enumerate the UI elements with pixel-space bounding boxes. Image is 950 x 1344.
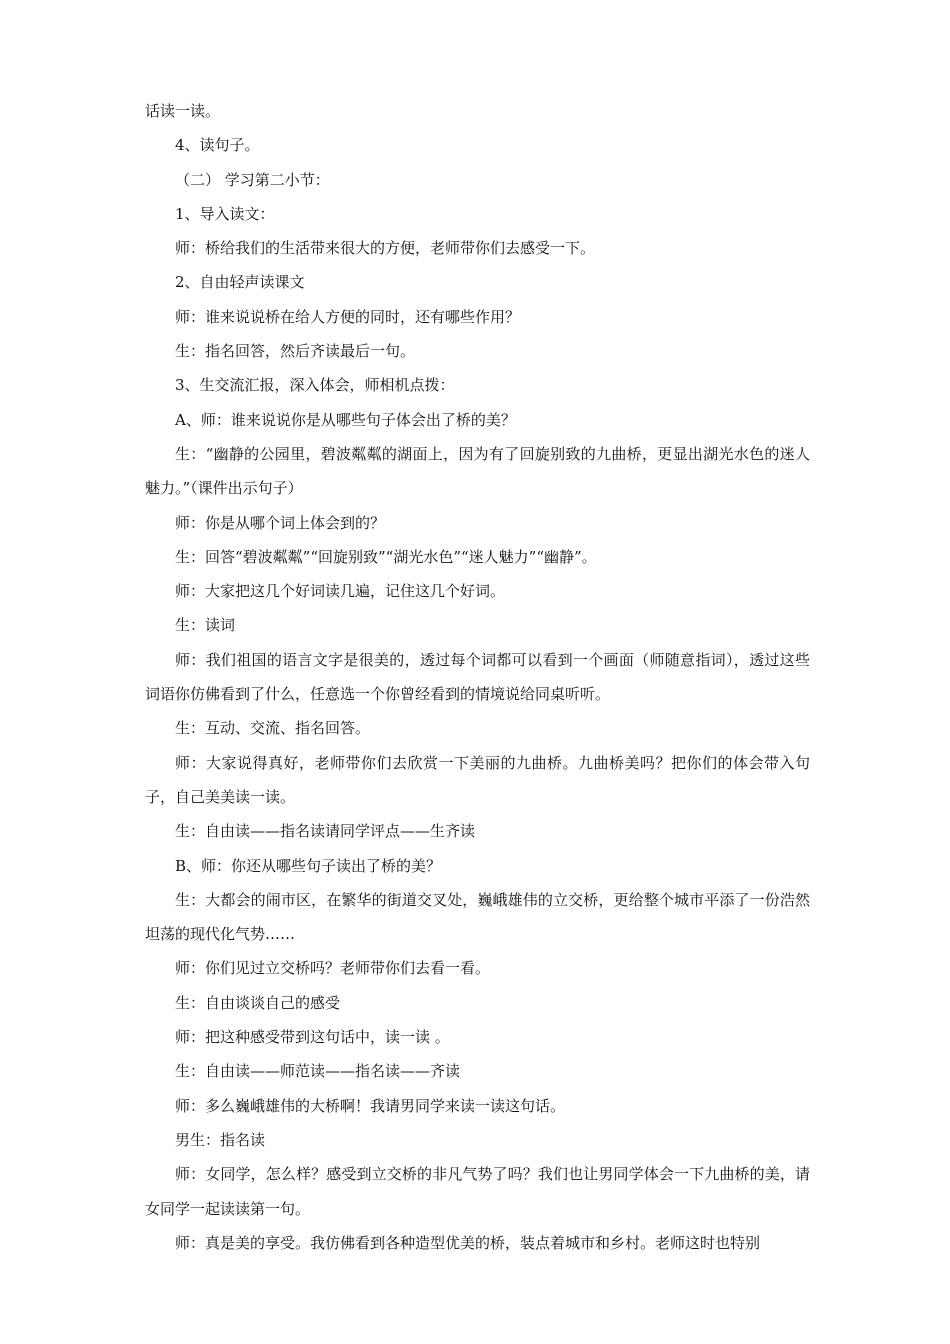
document-body [145,94,810,1260]
paragraph: 师：女同学，怎么样？感受到立交桥的非凡气势了吗？我们也让男同学体会一下九曲桥的美，请女同学一起读读第一句。 [145,1165,810,1218]
paragraph: 生：自由谈谈自己的感受 [175,993,341,1012]
paragraph: A、师：谁来说说你是从哪些句子体会出了桥的美？ [175,410,516,429]
paragraph: 师：大家把这几个好词读几遍，记住这几个好词。 [175,582,506,601]
paragraph: 师：真是美的享受。我仿佛看到各种造型优美的桥，装点着城市和乡村。老师这时也特别 [175,1233,761,1252]
paragraph: 师：谁来说说桥在给人方便的同时，还有哪些作用？ [175,307,521,326]
paragraph: 2、自由轻声读课文 [175,273,305,292]
paragraph: 师：多么巍峨雄伟的大桥啊！我请男同学来读一读这句话。 [175,1096,566,1115]
section-heading: （二） 学习第二小节： [175,170,330,189]
paragraph: 生：读词 [175,616,236,635]
paragraph: 生：自由读——师范读——指名读——齐读 [175,1062,461,1081]
paragraph: 话读一读。 [145,102,221,120]
paragraph: 师：你是从哪个词上体会到的？ [175,513,386,532]
paragraph: 生：“幽静的公园里，碧波粼粼的湖面上，因为有了回旋别致的九曲桥，更显出湖光水色的迷人魅力。”（课件出示句子） [145,444,810,498]
paragraph: 师：桥给我们的生活带来很大的方便，老师带你们去感受一下。 [175,239,596,258]
paragraph: 师：大家说得真好，老师带你们去欣赏一下美丽的九曲桥。九曲桥美吗？把你们的体会带入句子，自己美美读一读。 [145,753,810,806]
paragraph: 3、生交流汇报，深入体会，师相机点拨： [175,376,455,395]
paragraph: 生：指名回答，然后齐读最后一句。 [175,342,416,361]
paragraph: 生：大都会的闹市区，在繁华的街道交叉处，巍峨雄伟的立交桥，更给整个城市平添了一份浩然坦荡的现代化气势…… [145,890,810,944]
paragraph: 师：你们见过立交桥吗？老师带你们去看一看。 [175,959,491,978]
paragraph: B、师：你还从哪些句子读出了桥的美？ [175,856,442,875]
paragraph: 生：自由读——指名读请同学评点——生齐读 [175,822,476,841]
paragraph: 师：把这种感受带到这句话中，读一读 。 [175,1028,450,1047]
paragraph: 1、导入读文： [175,204,275,223]
paragraph: 生：回答“碧波粼粼”“回旋别致”“湖光水色”“迷人魅力”“幽静”。 [175,547,597,566]
paragraph: 师：我们祖国的语言文字是很美的，透过每个词都可以看到一个画面（师随意指词），透过这些词语你仿佛看到了什么，任意选一个你曾经看到的情境说给同桌听听。 [145,650,810,704]
paragraph: 4、读句子。 [175,136,260,155]
paragraph: 男生：指名读 [175,1130,266,1149]
paragraph: 生：互动、交流、指名回答。 [175,719,371,738]
